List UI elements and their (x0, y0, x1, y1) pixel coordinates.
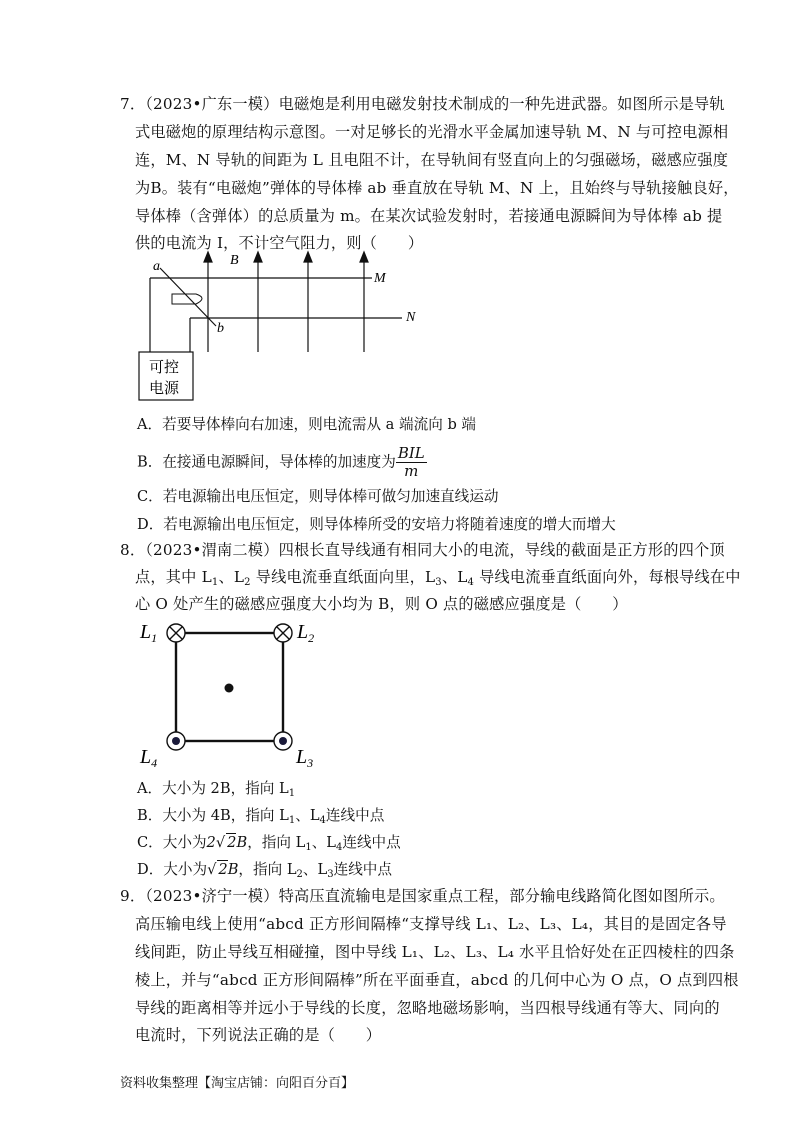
q7-line-6: 供的电流为 I，不计空气阻力，则（ ） (135, 234, 424, 252)
center-point-O (225, 684, 234, 693)
q7-railgun-figure (130, 248, 440, 408)
label-M: M (374, 271, 386, 286)
fraction-denominator: m (404, 462, 419, 480)
q9-line-4: 棱上，并与“abcd 正方形间隔棒”所在平面垂直，abcd 的几何中心为 O 点，O 点到四根 (135, 971, 739, 989)
q9-line-6: 电流时，下列说法正确的是（ ） (135, 1026, 382, 1044)
label-a: a (153, 259, 160, 274)
power-label-1: 可控 (149, 360, 180, 376)
label-L3: $L_3$ (296, 746, 314, 770)
q7-option-d[interactable]: D．若电源输出电压恒定，则导体棒所受的安培力将随着速度的增大而增大 (137, 516, 616, 533)
label-N: N (406, 310, 416, 325)
q7-option-b-text: B．在接通电源瞬间，导体棒的加速度为 (137, 453, 396, 471)
q9-line-2: 高压输电线上使用“abcd 正方形间隔棒“支撑导线 L₁、L₂、L₃、L₄，其目的是固定各导 (135, 915, 727, 933)
q9-line-1: 9．（2023•济宁一模）特高压直流输电是国家重点工程，部分输电线路简化图如图所示。 (120, 887, 725, 905)
wire-L3-out-of-page-icon (274, 732, 292, 750)
q7-option-b[interactable] (137, 445, 427, 480)
q7-option-c[interactable]: C．若电源输出电压恒定，则导体棒可做匀加速直线运动 (137, 488, 499, 505)
wire-L4-out-of-page-icon (167, 732, 185, 750)
q7-line-5: 导体棒（含弹体）的总质量为 m。在某次试验发射时，若接通电源瞬间为导体棒 ab 提 (135, 207, 723, 225)
label-b: b (217, 321, 224, 336)
q7-fraction (396, 445, 427, 480)
q8-line-2: 点，其中 $L_1$、$L_2$ 导线电流垂直纸面向里，$L_3$、$L_4$ 导线电流垂直纸面向外，每根导线在中 (135, 568, 741, 588)
q8-option-b[interactable]: B．大小为 4B，指向 $L_1$、$L_4$连线中点 (137, 807, 385, 826)
fraction-numerator: BIL (397, 444, 425, 462)
power-label-2: 电源 (149, 381, 180, 397)
q9-line-3: 线间距，防止导线互相碰撞，图中导线 L₁、L₂、L₃、L₄ 水平且恰好处在正四棱柱的四条 (135, 943, 735, 961)
page-footer: 资料收集整理【淘宝店铺：向阳百分百】 (120, 1076, 355, 1091)
q8-option-c[interactable]: C．大小为2√ 2B，指向 $L_1$、$L_4$连线中点 (137, 834, 401, 853)
q8-line-1: 8．（2023•渭南二模）四根长直导线通有相同大小的电流，导线的截面是正方形的四个顶 (120, 541, 725, 559)
label-B: B (230, 253, 239, 268)
q7-option-a[interactable]: A．若要导体棒向右加速，则电流需从 a 端流向 b 端 (137, 416, 477, 433)
label-L4: $L_4$ (140, 746, 158, 770)
label-L1: $L_1$ (140, 621, 158, 645)
q9-line-5: 导线的距离相等并远小于导线的长度，忽略地磁场影响，当四根导线通有等大、同向的 (135, 999, 720, 1017)
q7-line-3: 连，M、N 导轨的间距为 L 且电阻不计，在导轨间有竖直向上的匀强磁场，磁感应强度 (135, 151, 729, 169)
q8-square-figure (135, 612, 335, 772)
wire-L2-into-page-icon (274, 624, 292, 642)
q7-line-1: 7．（2023•广东一模）电磁炮是利用电磁发射技术制成的一种先进武器。如图所示是导轨 (120, 95, 725, 113)
label-L2: $L_2$ (297, 621, 315, 645)
wire-L1-into-page-icon (167, 624, 185, 642)
q8-option-d[interactable]: D．大小为√ 2B，指向 $L_2$、$L_3$连线中点 (137, 861, 392, 880)
q7-line-2: 式电磁炮的原理结构示意图。一对足够长的光滑水平金属加速导轨 M、N 与可控电源相 (135, 123, 729, 141)
q8-line-3: 心 O 处产生的磁感应强度大小均为 B，则 O 点的磁感应强度是（ ） (135, 595, 628, 613)
q8-option-a[interactable]: A．大小为 2B，指向 $L_1$ (137, 780, 296, 799)
q7-line-4: 为B。装有“电磁炮”弹体的导体棒 ab 垂直放在导轨 M、N 上，且始终与导轨接触良好， (135, 179, 739, 197)
